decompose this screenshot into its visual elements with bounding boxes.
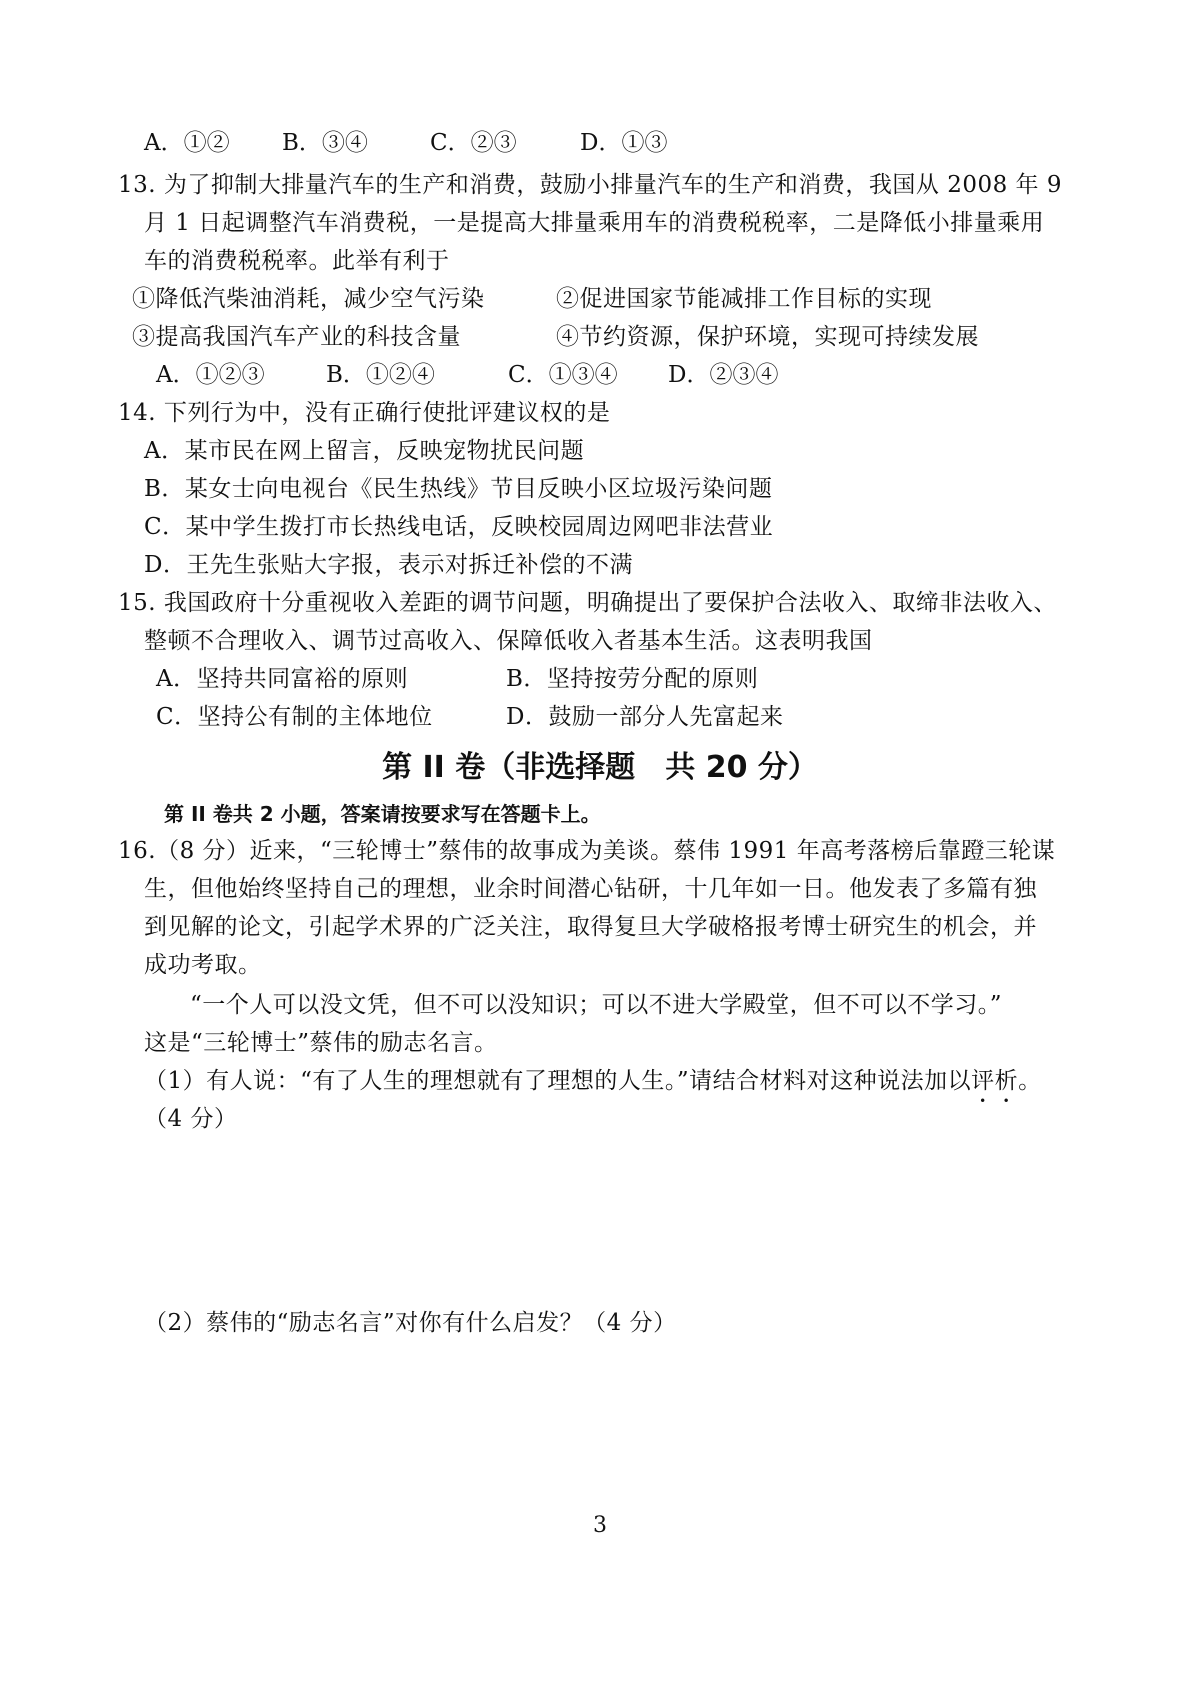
q16-sub1-end: 。 (1018, 1068, 1042, 1094)
q16-stem-line-4: 成功考取。 (144, 952, 262, 978)
q16-sub-question-1 (144, 1066, 1042, 1108)
q12-option-c: C．②③ (430, 130, 517, 156)
q13-option-a: A．①②③ (156, 362, 265, 388)
q12-option-d: D．①③ (580, 130, 668, 156)
q16-stem-line-3: 到见解的论文，引起学术界的广泛关注，取得复旦大学破格报考博士研究生的机会，并 (144, 914, 1037, 940)
q16-sub1-score: （4 分） (144, 1106, 238, 1132)
q13-stem-line-1: 13. 为了抑制大排量汽车的生产和消费，鼓励小排量汽车的生产和消费，我国从 2008 年 9 (118, 172, 1062, 198)
q15-option-b: B．坚持按劳分配的原则 (506, 666, 759, 692)
q15-stem-line-1: 15. 我国政府十分重视收入差距的调节问题，明确提出了要保护合法收入、取缔非法收入、 (118, 590, 1057, 616)
q16-quote-line-1: “一个人可以没文凭，但不可以没知识；可以不进大学殿堂，但不可以不学习。” (190, 992, 1003, 1018)
q14-option-b: B．某女士向电视台《民生热线》节目反映小区垃圾污染问题 (144, 476, 773, 502)
q14-option-a: A．某市民在网上留言，反映宠物扰民问题 (144, 438, 585, 464)
q13-statement-3: ③提高我国汽车产业的科技含量 (132, 324, 461, 350)
q13-stem-line-2: 月 1 日起调整汽车消费税，一是提高大排量乘用车的消费税税率，二是降低小排量乘用 (144, 210, 1045, 236)
q16-sub-question-2: （2）蔡伟的“励志名言”对你有什么启发？（4 分） (144, 1310, 677, 1336)
q14-option-c: C．某中学生拨打市长热线电话，反映校园周边网吧非法营业 (144, 514, 774, 540)
q13-option-c: C．①③④ (508, 362, 618, 388)
q16-sub1-emphasis: 评析 (971, 1068, 1019, 1094)
q15-stem-line-2: 整顿不合理收入、调节过高收入、保障低收入者基本生活。这表明我国 (144, 628, 873, 654)
q14-option-d: D．王先生张贴大字报，表示对拆迁补偿的不满 (144, 552, 633, 578)
page-number: 3 (593, 1513, 607, 1538)
q16-stem-line-2: 生，但他始终坚持自己的理想，业余时间潜心钻研，十几年如一日。他发表了多篇有独 (144, 876, 1037, 902)
q16-quote-line-2: 这是“三轮博士”蔡伟的励志名言。 (144, 1030, 498, 1056)
q14-stem: 14. 下列行为中，没有正确行使批评建议权的是 (118, 400, 611, 426)
q13-stem-line-3: 车的消费税税率。此举有利于 (144, 248, 450, 274)
q13-statement-4: ④节约资源，保护环境，实现可持续发展 (556, 324, 979, 350)
q12-option-b: B．③④ (282, 130, 368, 156)
q13-statement-1: ①降低汽柴油消耗，减少空气污染 (132, 286, 485, 312)
section-2-title: 第 II 卷（非选择题 共 20 分） (382, 750, 818, 785)
q13-statement-2: ②促进国家节能减排工作目标的实现 (556, 286, 932, 312)
q15-option-d: D．鼓励一部分人先富起来 (506, 704, 784, 730)
q12-option-a: A．①② (144, 130, 230, 156)
q13-option-d: D．②③④ (668, 362, 779, 388)
section-2-note: 第 II 卷共 2 小题，答案请按要求写在答题卡上。 (164, 802, 601, 826)
q13-option-b: B．①②④ (326, 362, 435, 388)
q16-stem-line-1: 16.（8 分）近来，“三轮博士”蔡伟的故事成为美谈。蔡伟 1991 年高考落榜后靠蹬三轮谋 (118, 838, 1056, 864)
q15-option-c: C．坚持公有制的主体地位 (156, 704, 433, 730)
q15-option-a: A．坚持共同富裕的原则 (156, 666, 409, 692)
q16-sub1-text: （1）有人说：“有了人生的理想就有了理想的人生。”请结合材料对这种说法加以 (144, 1068, 972, 1094)
